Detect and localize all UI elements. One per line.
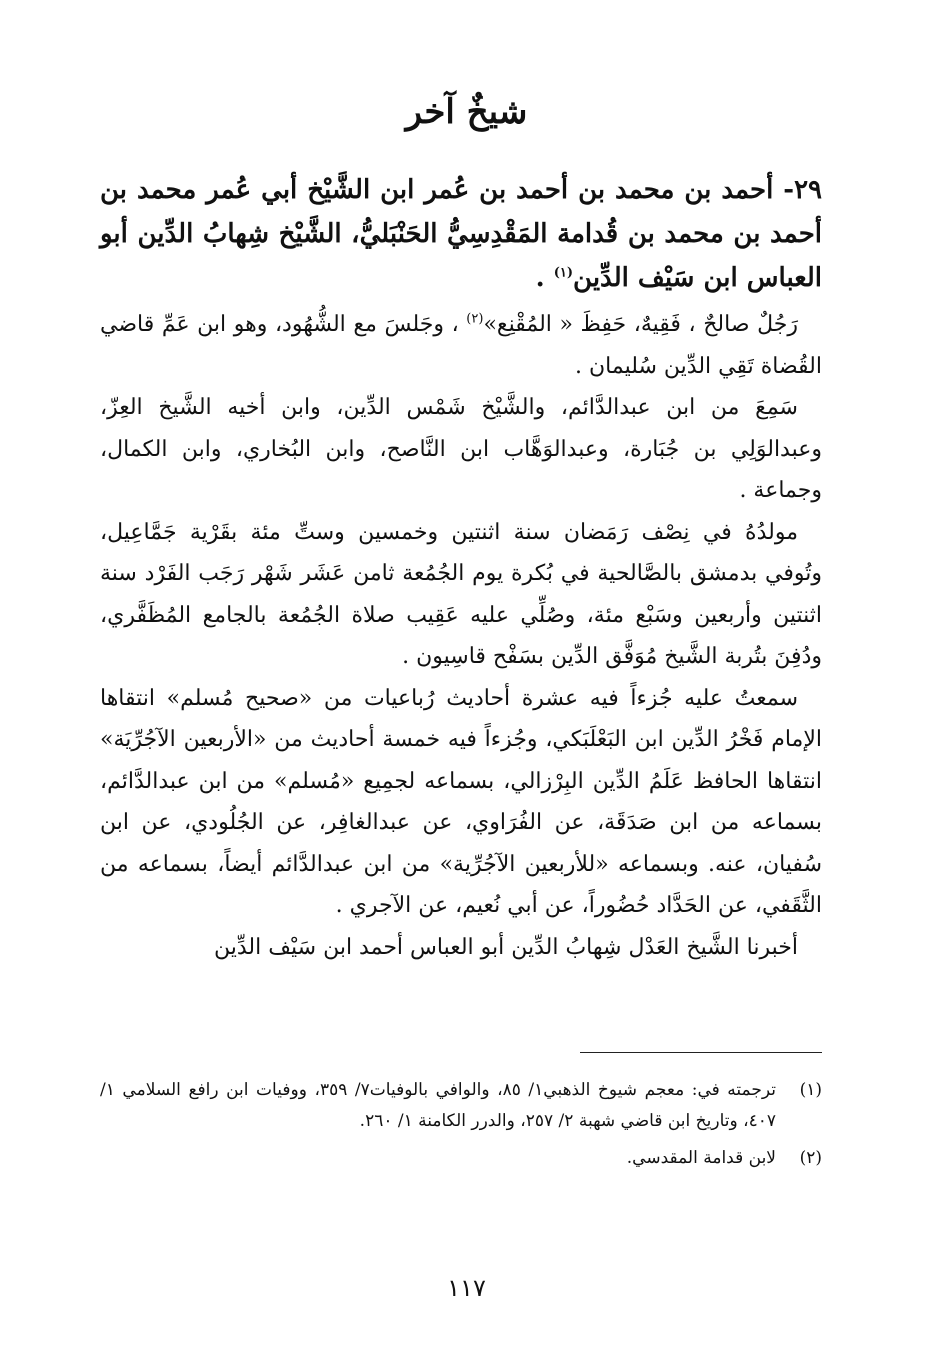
entry-heading-end: .: [535, 263, 554, 293]
paragraph-description: [100, 304, 822, 387]
paragraph-informed: أخبرنا الشَّيخ العَدْل شِهابُ الدِّين أبو العباس أحمد ابن سَيْف الدِّين: [214, 934, 798, 960]
paragraph-hearing: سمعتُ عليه جُزءاً فيه عشرة أحاديث رُباعيات من «صحيح مُسلم» انتقاها الإمام فَخْرُ الدِّين ابن البَعْلَبَكي، وجُزءاً فيه خمسة أحاديث من «الأربعين الآجُرِّيَة» انتقاها الحافظ عَلَمُ الدِّين البِرْزالي، بسماعه لجمِيع «مُسلم» من ابن عبدالدَّائم، بسماعه من ابن صَدَقَة، عن الفُرَاوي، عن عبدالغافِر، عن الجُلُودي، عن ابن سُفيان، عنه. وبسماعه «للأربعين الآجُرِّية» من ابن عبدالدَّائم أيضاً، بسماعه من الثَّقَفي، عن الحَدَّاد حُضُوراً، عن أبي نُعيم، عن الآجري .: [100, 685, 822, 918]
footnote-text: ترجمته في: معجم شيوخ الذهبي١/ ٨٥، والوافي بالوفيات٧/ ٣٥٩، ووفيات ابن رافع السلامي ١/ ٤٠٧، وتاريخ ابن قاضي شهبة ٢/ ٢٥٧، والدرر الكامنة ١/ ٢٦٠.: [100, 1080, 776, 1131]
paragraph-birth-death: مولدُهُ في نِصْف رَمَضان سنة اثنتين وخمسين وستِّ مئة بقَرْية جَمَّاعِيل، وتُوفي بدمشق بالصَّالحية في بُكرة يوم الجُمُعة ثامن عَشَر شَهْر رَجَب الفَرْد سنة اثنتين وأربعين وسَبْع مئة، وصُلِّي عليه عَقِيب صلاة الجُمُعة بالجامع المُظَفَّري، ودُفِنَ بتُربة الشَّيخ مُوَفَّق الدِّين بسَفْح قاسِيون .: [100, 519, 822, 669]
footnote-divider: [580, 1052, 822, 1053]
footnote-2: [100, 1143, 822, 1174]
paragraph-text: رَجُلٌ صالحٌ ، فَقِيهٌ، حَفِظَ « المُقْنِع»: [483, 312, 798, 337]
footnotes: [100, 1052, 822, 1180]
main-text: [100, 168, 822, 968]
footnote-1: [100, 1075, 822, 1137]
page-title: شيخٌ آخر: [405, 92, 528, 132]
footnote-number: (٢): [799, 1148, 822, 1168]
entry-heading: [100, 168, 822, 300]
footnote-text: لابن قدامة المقدسي.: [626, 1148, 776, 1168]
entry-heading-text: ٢٩- أحمد بن محمد بن أحمد بن عُمر ابن الشَّيْخ أبي عُمر محمد بن أحمد بن محمد بن قُدامة المَقْدِسِيُّ الحَنْبَليُّ، الشَّيْخ شِهابُ الدِّين أبو العباس ابن سَيْف الدِّين: [100, 175, 822, 293]
paragraph-teachers: سَمِعَ من ابن عبدالدَّائم، والشَّيْخ شَمْس الدِّين، وابن أخيه الشَّيخ العِزّ، وعبدالوَلِي بن جُبَارة، وعبدالوَهَّاب ابن النَّاصح، وابن البُخاري، وابن الكمال، وجماعة .: [100, 395, 822, 503]
footnote-ref-2[interactable]: (٢): [466, 311, 484, 327]
footnote-number: (١): [799, 1080, 822, 1100]
paragraph-text: ، وجَلسَ مع الشُّهُود، وهو ابن عَمِّ قاضي القُضاة تَقِي الدِّين سُليمان .: [100, 312, 822, 379]
page-number: ١١٧: [447, 1274, 486, 1302]
footnote-ref-1[interactable]: (١): [553, 265, 574, 281]
